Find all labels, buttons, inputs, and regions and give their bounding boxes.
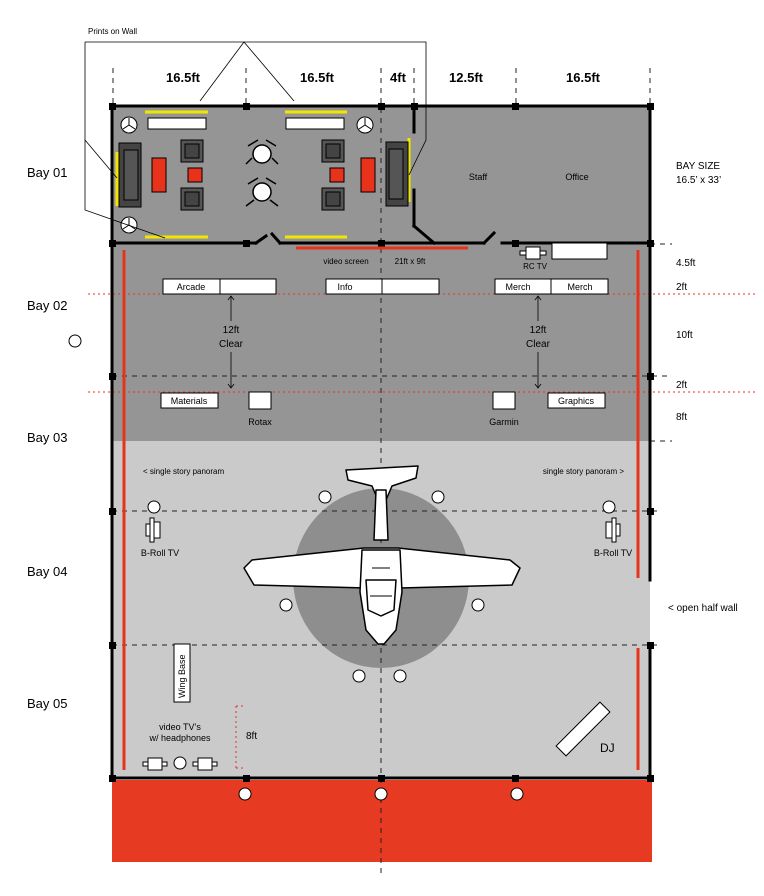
red-end-table	[188, 168, 202, 182]
bay-labels	[27, 165, 67, 711]
column-dim-5: 16.5ft	[566, 70, 600, 85]
red-end-table	[330, 168, 344, 182]
marker-circle	[69, 335, 81, 347]
video-screen-label: video screen	[323, 257, 369, 266]
bay-label-2: Bay 02	[27, 298, 68, 313]
video-screen-size: 21ft x 9ft	[394, 257, 426, 266]
prints-on-wall-label: Prints on Wall	[88, 27, 138, 36]
column-dim-4: 12.5ft	[449, 70, 483, 85]
office-room-label: Office	[565, 172, 589, 182]
row-dim-3: 10ft	[676, 330, 693, 341]
column-dim-3: 4ft	[390, 70, 406, 85]
rotax-label: Rotax	[248, 417, 272, 427]
print-panel	[286, 118, 344, 129]
red-table	[361, 158, 375, 192]
video-tvs-label-2: w/ headphones	[149, 733, 211, 743]
panoram-left-note: < single story panoram	[143, 467, 225, 476]
red-table	[152, 158, 166, 192]
garmin-label: Garmin	[489, 417, 519, 427]
row-dim-2: 2ft	[676, 282, 688, 293]
bay-label-4: Bay 04	[27, 564, 68, 579]
clear-distance-right: 12ft	[529, 325, 547, 336]
merch-label-2: Merch	[567, 282, 593, 292]
graphics-label: Graphics	[557, 396, 595, 406]
staff-room-label: Staff	[468, 172, 488, 182]
row-dim-1: 4.5ft	[676, 258, 696, 269]
print-panel	[148, 118, 206, 129]
info-label: Info	[337, 282, 353, 292]
row-dim-4: 2ft	[676, 380, 688, 391]
rc-tv-label: RC TV	[523, 262, 547, 271]
rc-tv-counter	[552, 243, 607, 259]
column-dim-1: 16.5ft	[166, 70, 200, 85]
bay-label-3: Bay 03	[27, 430, 68, 445]
row-dimensions	[676, 258, 696, 423]
broll-tv-right-label: B-Roll TV	[593, 548, 633, 558]
dj-label: DJ	[600, 741, 615, 755]
merch-label-1: Merch	[505, 282, 531, 292]
eight-ft-note: 8ft	[246, 731, 258, 742]
wing-base-label: Wing Base	[177, 654, 187, 698]
clear-word-right: Clear	[526, 339, 550, 350]
bay-label-1: Bay 01	[27, 165, 68, 180]
headphone-tv-stations	[143, 757, 217, 770]
clear-word-left: Clear	[219, 339, 243, 350]
bay-label-5: Bay 05	[27, 696, 68, 711]
materials-label: Materials	[170, 396, 208, 406]
clear-distance-left: 12ft	[222, 325, 240, 336]
video-tvs-label-1: video TV’s	[159, 722, 201, 732]
column-dim-2: 16.5ft	[300, 70, 334, 85]
bay-size-value: 16.5’ x 33’	[676, 175, 722, 186]
open-half-wall-note: < open half wall	[668, 603, 738, 614]
arcade-label: Arcade	[176, 282, 206, 292]
row-dim-5: 8ft	[676, 412, 688, 423]
column-dimensions	[166, 70, 601, 85]
broll-tv-left-label: B-Roll TV	[140, 548, 180, 558]
bay-size-label: BAY SIZE	[676, 161, 721, 172]
lounge-sofa-left	[119, 143, 141, 207]
panoram-right-note: single story panoram >	[542, 467, 624, 476]
lounge-sofa-right	[386, 142, 408, 206]
